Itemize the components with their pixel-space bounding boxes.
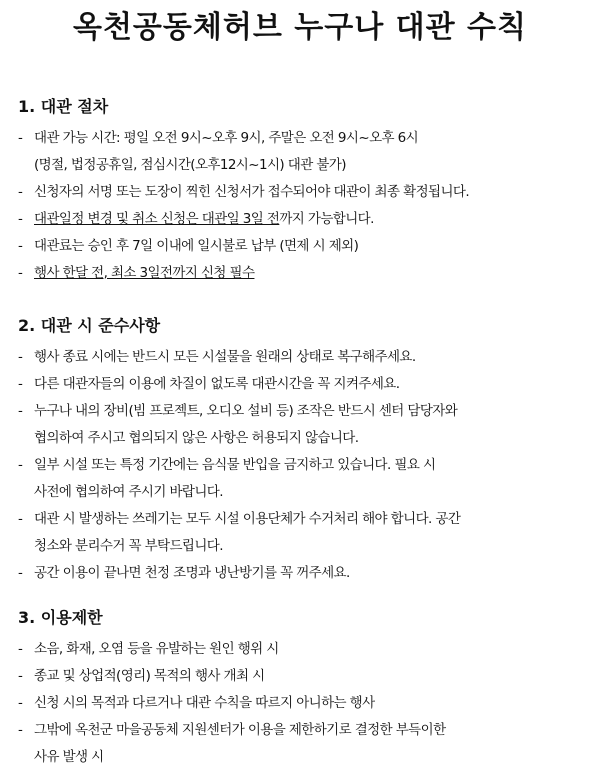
- list-item: - 일부 시설 또는 특정 기간에는 음식물 반입을 금지하고 있습니다. 필요 시: [18, 452, 588, 479]
- list-item-continuation: 사유 발생 시: [34, 749, 104, 765]
- list-item-continuation: 협의하여 주시고 협의되지 않은 사항은 허용되지 않습니다.: [34, 430, 359, 446]
- rule-list: [18, 344, 588, 587]
- list-item: - 대관료는 승인 후 7일 이내에 일시불로 납부 (면제 시 제외): [18, 233, 588, 260]
- section-heading: 3. 이용제한: [18, 608, 103, 627]
- list-item: - 행사 종료 시에는 반드시 모든 시설물을 원래의 상태로 복구해주세요.: [18, 344, 588, 371]
- section-heading: 2. 대관 시 준수사항: [18, 316, 161, 335]
- list-item-continuation: 사전에 협의하여 주시기 바랍니다.: [34, 484, 223, 500]
- underlined-text: 행사 한달 전, 최소 3일전까지 신청 필수: [34, 265, 255, 281]
- list-item: - 신청자의 서명 또는 도장이 찍힌 신청서가 접수되어야 대관이 최종 확정됩니다.: [18, 179, 588, 206]
- list-item: - 대관일정 변경 및 취소 신청은 대관일 3일 전까지 가능합니다.: [18, 206, 588, 233]
- section-rental-rules: [18, 314, 588, 587]
- list-item: - 소음, 화재, 오염 등을 유발하는 원인 행위 시: [18, 636, 588, 663]
- document-title: 옥천공동체허브 누구나 대관 수칙: [72, 10, 528, 45]
- list-item: - 대관 가능 시간: 평일 오전 9시~오후 9시, 주말은 오전 9시~오후 6시: [18, 125, 588, 152]
- rule-list: [18, 636, 588, 771]
- section-usage-restrictions: [18, 606, 588, 771]
- list-item: - 누구나 내의 장비(빔 프로젝트, 오디오 설비 등) 조작은 반드시 센터 담당자와: [18, 398, 588, 425]
- underlined-text: 대관일정 변경 및 취소 신청은 대관일 3일 전: [34, 211, 280, 227]
- section-heading: 1. 대관 절차: [18, 97, 109, 116]
- list-item-continuation: (명절, 법정공휴일, 점심시간(오후12시~1시) 대관 불가): [34, 157, 346, 173]
- section-rental-procedure: [18, 95, 588, 287]
- list-item: - 종교 및 상업적(영리) 목적의 행사 개최 시: [18, 663, 588, 690]
- list-item: - 다른 대관자들의 이용에 차질이 없도록 대관시간을 꼭 지켜주세요.: [18, 371, 588, 398]
- list-item: [18, 260, 588, 287]
- list-item: - 신청 시의 목적과 다르거나 대관 수칙을 따르지 아니하는 행사: [18, 690, 588, 717]
- rule-list: [18, 125, 588, 287]
- list-item-continuation: 청소와 분리수거 꼭 부탁드립니다.: [34, 538, 223, 554]
- list-item: - 대관 시 발생하는 쓰레기는 모두 시설 이용단체가 수거처리 해야 합니다. 공간: [18, 506, 588, 533]
- list-item: - 공간 이용이 끝나면 천정 조명과 냉난방기를 꼭 꺼주세요.: [18, 560, 588, 587]
- list-item: - 그밖에 옥천군 마을공동체 지원센터가 이용을 제한하기로 결정한 부득이한: [18, 717, 588, 744]
